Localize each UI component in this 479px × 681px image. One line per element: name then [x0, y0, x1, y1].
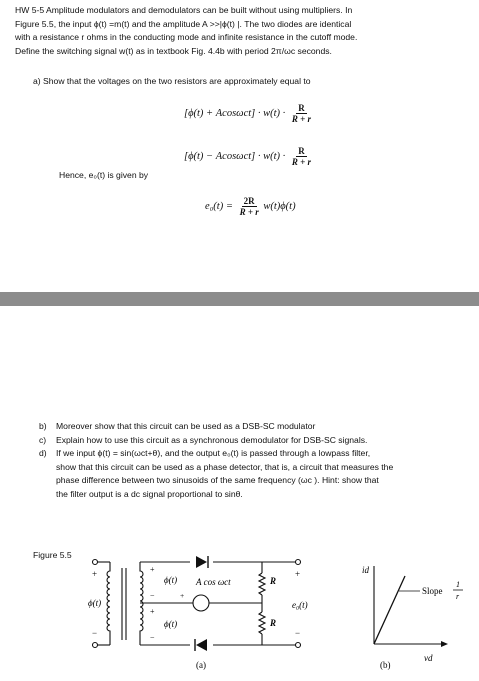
- item-d: [39, 447, 393, 461]
- header-line-1: HW 5-5 Amplitude modulators and demodulators can be built without using multipliers. In: [15, 5, 353, 15]
- question-list: [39, 420, 393, 502]
- equation-2-num: R: [298, 146, 305, 156]
- input-plus-sign: +: [92, 569, 98, 579]
- vd-label: vd: [424, 653, 433, 663]
- equation-3: [205, 196, 296, 217]
- item-d-cont-2: [39, 474, 393, 488]
- figure-caption: Figure 5.5: [33, 550, 72, 560]
- equation-2: [184, 146, 313, 167]
- item-b: [39, 420, 393, 434]
- item-d-cont-1: [39, 461, 393, 475]
- item-c: [39, 434, 393, 448]
- equation-3-right: w(t)ϕ(t): [263, 200, 296, 212]
- output-eo-label: e₀(t): [292, 600, 308, 610]
- resistor-top-label: R: [270, 576, 277, 586]
- upper-coil-minus: −: [150, 591, 155, 600]
- part-a-text: a) Show that the voltages on the two resistors are approximately equal to: [33, 76, 311, 86]
- input-phi-label: ϕ(t): [88, 598, 102, 608]
- item-c-marker: c): [39, 434, 47, 445]
- source-label: A cos ωct: [196, 577, 231, 587]
- equation-3-num: 2R: [243, 196, 255, 206]
- input-terminal-top: [93, 560, 98, 565]
- lower-coil-minus: −: [150, 633, 155, 642]
- equation-3-den: R + r: [239, 207, 259, 217]
- equation-2-fraction: [290, 146, 313, 167]
- output-plus-sign: +: [295, 569, 301, 579]
- item-d-line-1: If we input ϕ(t) = sin(ωct+θ), and the output e₀(t) is passed through a lowpass filter,: [56, 448, 371, 459]
- resistor-bottom-label: R: [270, 618, 277, 628]
- slope-den: r: [456, 592, 460, 601]
- slope-num: 1: [456, 580, 460, 589]
- item-d-line-3: phase difference between two sinusoids of the same frequency (ωc ). Hint: show that: [56, 475, 379, 486]
- header-line-2: Figure 5.5, the input ϕ(t) =m(t) and the amplitude A >>|ϕ(t) |. The two diodes are identical: [15, 18, 352, 29]
- figure-5-5: [0, 540, 479, 681]
- subfigure-a-label: (a): [196, 660, 206, 670]
- equation-1: [184, 103, 313, 124]
- resistor-top: [259, 573, 265, 595]
- equation-1-left: [ϕ(t) + Acosωct] · w(t) ·: [184, 107, 286, 119]
- input-minus-sign: −: [92, 628, 98, 638]
- vd-arrow-icon: [441, 641, 448, 647]
- ac-source: [193, 595, 209, 611]
- output-terminal-bottom: [296, 643, 301, 648]
- lower-coil-plus: +: [150, 607, 155, 616]
- output-minus-sign: −: [295, 628, 301, 638]
- equation-3-left: e₀(t) =: [205, 200, 233, 212]
- diode-characteristic: [374, 566, 447, 644]
- equation-1-fraction: [290, 103, 313, 124]
- equation-2-left: [ϕ(t) − Acosωct] · w(t) ·: [184, 150, 286, 162]
- diode-bottom: [195, 639, 207, 651]
- item-d-line-2: show that this circuit can be used as a phase detector, that is, a circuit that measures the: [56, 461, 394, 472]
- resistor-bottom: [259, 612, 265, 634]
- equation-2-den: R + r: [291, 157, 312, 167]
- lower-phi-label: ϕ(t): [164, 619, 178, 629]
- source-plus-sign: +: [180, 591, 185, 600]
- slope-line: [374, 576, 405, 644]
- upper-coil-plus: +: [150, 565, 155, 574]
- item-b-marker: b): [39, 421, 47, 431]
- item-c-line-1: Explain how to use this circuit as a synchronous demodulator for DSB-SC signals.: [56, 434, 368, 445]
- id-label: id: [362, 565, 370, 575]
- input-terminal-bottom: [93, 643, 98, 648]
- item-d-line-4: the filter output is a dc signal proportional to sinθ.: [56, 488, 243, 499]
- hence-text: Hence, e₀(t) is given by: [59, 170, 149, 180]
- slope-label: Slope: [422, 586, 443, 596]
- circuit-diagram: [93, 560, 301, 648]
- equation-1-num: R: [298, 103, 305, 113]
- item-b-line-1: Moreover show that this circuit can be used as a DSB-SC modulator: [56, 421, 316, 431]
- section-divider: [0, 292, 479, 306]
- item-d-marker: d): [39, 448, 47, 459]
- item-d-cont-3: [39, 488, 393, 502]
- upper-phi-label: ϕ(t): [164, 575, 178, 585]
- header-line-4: Define the switching signal w(t) as in textbook Fig. 4.4b with period 2π/ωc seconds.: [15, 45, 332, 56]
- problem-header: [15, 4, 357, 58]
- header-line-3: with a resistance r ohms in the conducting mode and infinite resistance in the cutoff mode.: [15, 32, 358, 43]
- output-terminal-top: [296, 560, 301, 565]
- equation-1-den: R + r: [291, 114, 312, 124]
- subfigure-b-label: (b): [380, 660, 391, 670]
- diode-top: [196, 556, 208, 568]
- equation-3-fraction: [238, 196, 261, 217]
- primary-coil: [107, 562, 110, 645]
